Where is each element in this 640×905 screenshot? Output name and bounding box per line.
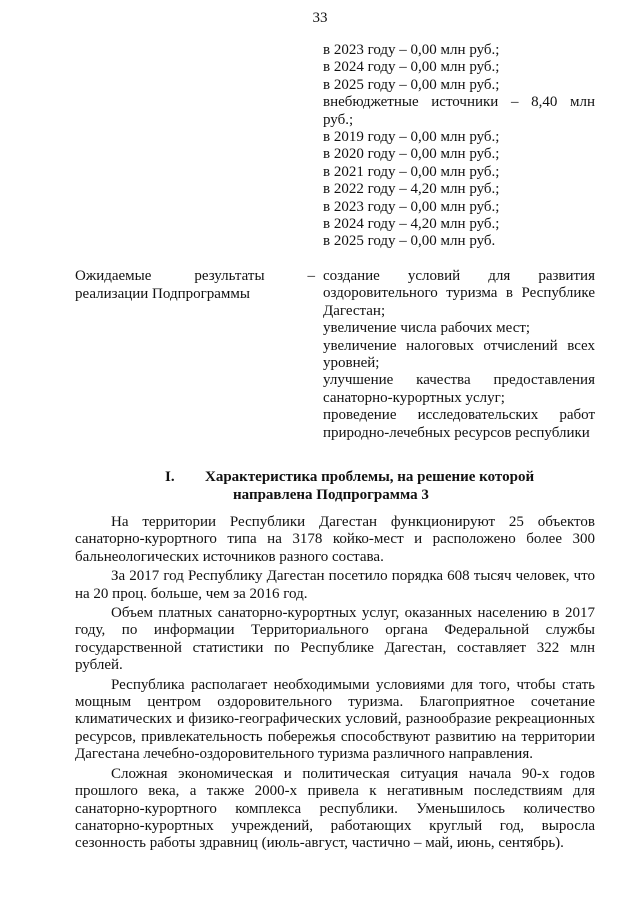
result-line: оздоровительного туризма в Республике	[323, 285, 595, 302]
result-line: создание условий для развития	[323, 268, 595, 284]
result-item	[323, 320, 595, 337]
results-label	[75, 268, 315, 303]
section-title-line2: направлена Подпрограмма 3	[233, 487, 429, 503]
funding-line: в 2023 году – 0,00 млн руб.;	[323, 42, 500, 58]
paragraph: За 2017 год Республику Дагестан посетило порядка 608 тысяч человек, что на 20 проц. больше, чем за 2016 год.	[75, 568, 595, 602]
result-item	[323, 407, 595, 442]
paragraph: Республика располагает необходимыми условиями для того, чтобы стать мощным центром оздоровительного туризма. Благоприятное сочетание климатических и физико-географических условий, разнообразие рекреационных ресурсов, привлекательность побережья способствуют развитию на территории Дагестана лечебно-оздоровительного туризма различного направления.	[75, 676, 595, 763]
result-line: увеличение числа рабочих мест;	[323, 320, 531, 337]
funding-line: в 2022 году – 4,20 млн руб.;	[323, 181, 500, 198]
funding-list	[323, 42, 595, 251]
result-line: санаторно-курортных услуг;	[323, 389, 505, 406]
result-item	[323, 268, 595, 320]
result-item	[323, 372, 595, 407]
extrabudget-line: внебюджетные источники – 8,40 млн	[323, 94, 595, 111]
result-line: проведение исследовательских работ	[323, 407, 595, 424]
funding-line: в 2025 году – 0,00 млн руб.;	[323, 76, 500, 93]
funding-line: в 2019 году – 0,00 млн руб.;	[323, 129, 500, 146]
extrabudget-unit: руб.;	[323, 111, 354, 128]
funding-line: в 2021 году – 0,00 млн руб.;	[323, 163, 500, 180]
paragraph: Сложная экономическая и политическая ситуация начала 90-х годов прошлого века, а также 2000-х привела к негативным последствиям для санаторно-курортного комплекса республики. Уменьшилось количество санаторно-курортных учреждений, работающих круглый год, выросла сезонность работы здравниц (июль-август, частично – май, июнь, сентябрь).	[75, 765, 595, 852]
section-number: I.	[165, 469, 175, 485]
result-line: улучшение качества предоставления	[323, 372, 595, 389]
result-item	[323, 338, 595, 373]
funding-line: в 2025 году – 0,00 млн руб.	[323, 233, 496, 250]
funding-line: в 2024 году – 0,00 млн руб.;	[323, 59, 500, 76]
body-text	[75, 514, 595, 855]
result-line: уровней;	[323, 355, 380, 372]
page-number: 33	[312, 10, 328, 26]
paragraph: На территории Республики Дагестан функционируют 25 объектов санаторно-курортного типа на 3178 койко-мест и расположено более 300 бальнеологических источников разного состава.	[75, 514, 595, 565]
result-line: природно-лечебных ресурсов республики	[323, 424, 590, 441]
result-line: Дагестан;	[323, 302, 386, 319]
funding-line: в 2024 году – 4,20 млн руб.;	[323, 216, 500, 233]
paragraph: Объем платных санаторно-курортных услуг, оказанных населению в 2017 году, по информации Территориального органа Федеральной службы государственной статистики по Республике Дагестан, составляет 322 млн рублей.	[75, 605, 595, 674]
section-title-line1: Характеристика проблемы, на решение которой	[205, 469, 535, 485]
funding-line: в 2020 году – 0,00 млн руб.;	[323, 146, 500, 163]
result-line: увеличение налоговых отчислений всех	[323, 337, 595, 354]
results-list	[323, 268, 595, 442]
results-label-line1: Ожидаемые результаты –	[75, 268, 315, 284]
funding-line: в 2023 году – 0,00 млн руб.;	[323, 198, 500, 215]
results-label-line2: реализации Подпрограммы	[75, 285, 250, 302]
